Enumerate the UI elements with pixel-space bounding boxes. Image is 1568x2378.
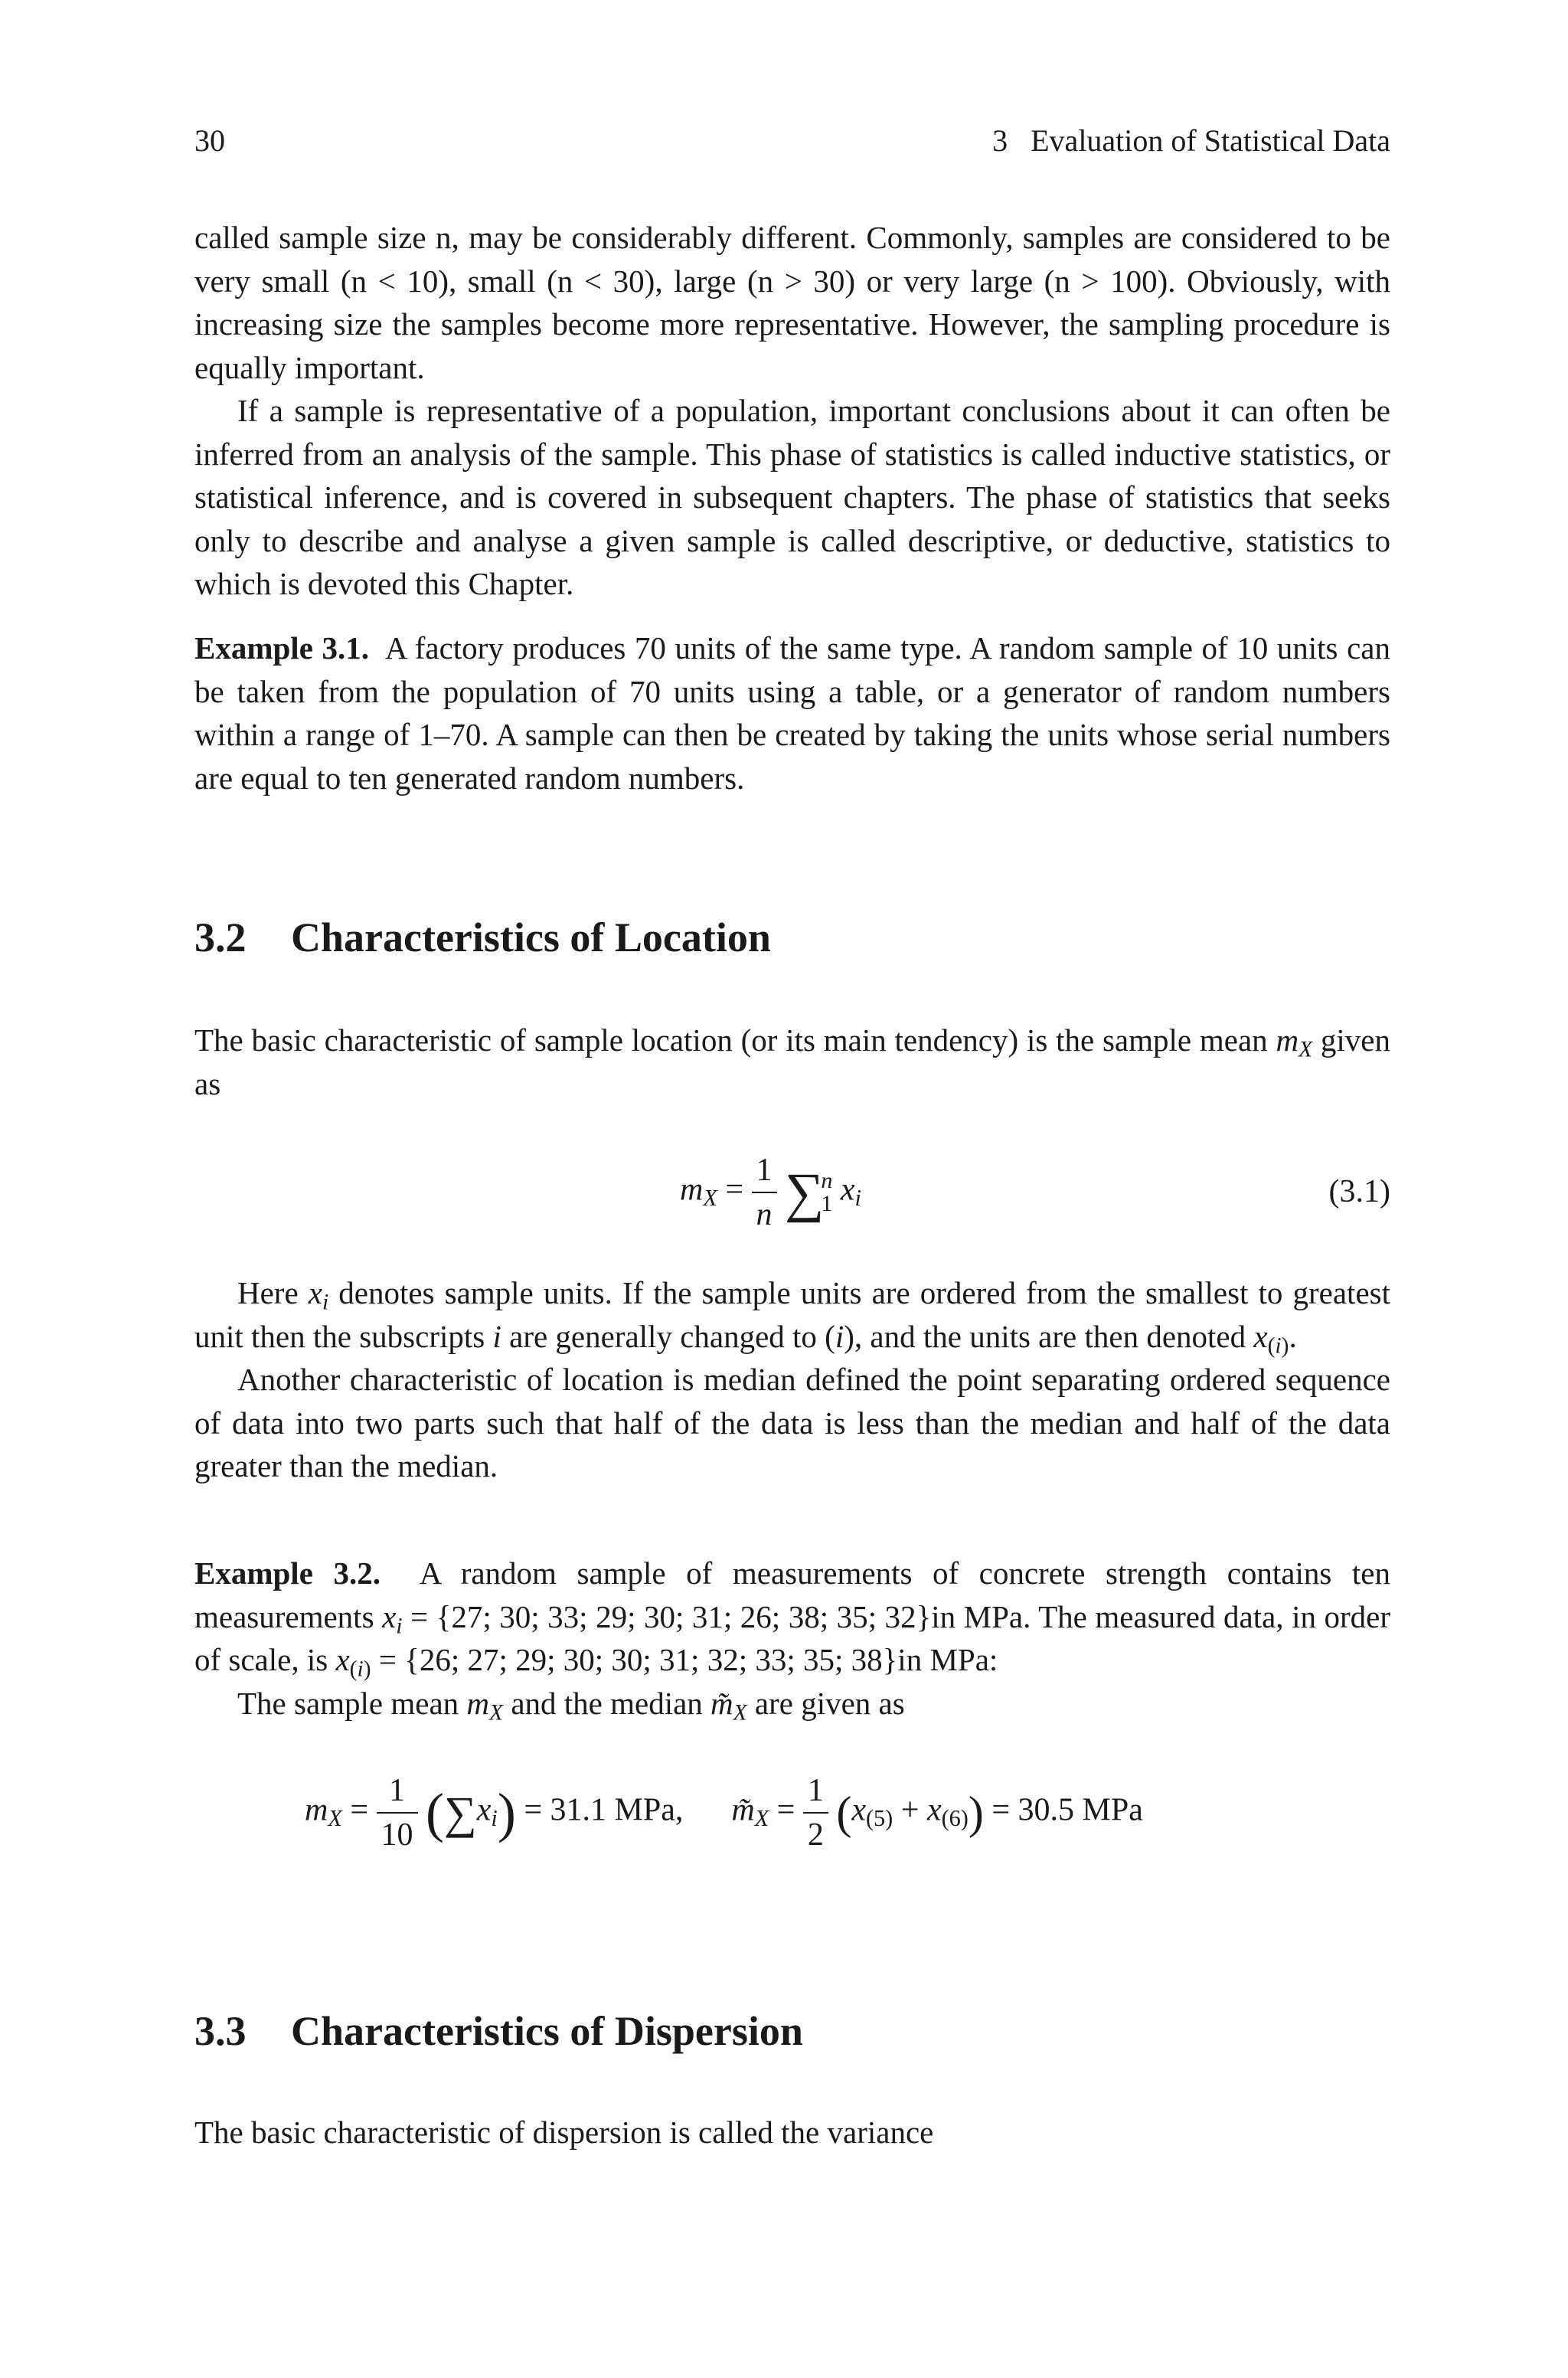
intro-text: [194, 216, 1390, 606]
section-3-2-paragraph-median: Another characteristic of location is median defined the point separating ordered sequence of data into two parts such that half of the data is less than the median and half of the data greater than the median.: [194, 1362, 1390, 1483]
intro-paragraph-1: called sample size n, may be considerably different. Commonly, samples are considered to be very small (n < 10), small (n < 30), large (n > 30) or very large (n > 100). Obviously, with increasing size the samples become more representative. However, the sampling procedure is equally important.: [194, 220, 1390, 385]
running-title: 3 Evaluation of Statistical Data: [992, 123, 1390, 158]
example-3-2-label: Example 3.2.: [194, 1555, 381, 1591]
example-3-2-equation: $m_X$ = $\frac{1}{10}$ $(\sum x_i) = 31.1$ MPa, $m̃_X$ = $\frac{1}{2}$ $(x_{(5)} + x_{(6)}) = 30.5$ MPa: [305, 1769, 1143, 1856]
example-3-2: Example 3.2. A random sample of measurements of concrete strength contains ten measurements $x_i = \{27$; 30; 33; 29; 30; 31; 26; 38; 35; 32}in MPa. The measured data, in order of scale, is $x_{(i)} = \{26$; 27; 29; 30; 30; 31; 32; 33; 35; 38}in MPa: The sample mean $m_X$ and the median $m̃_X$ are given as: [194, 1555, 1391, 1725]
section-3-2-intro: The basic characteristic of sample location (or its main tendency) is the sample mean $m_X$ given as: [194, 1022, 1390, 1101]
equation-3-1: $m_X$ = $\frac{1}{n}$ ∑ n 1 $x_i$: [680, 1149, 861, 1236]
sum-icon: ∑: [785, 1162, 825, 1223]
sum-icon: ∑: [443, 1788, 477, 1838]
section-3-3-number: 3.3: [194, 2008, 247, 2054]
section-3-3-title: Characteristics of Dispersion: [291, 2008, 803, 2054]
example-3-1: [194, 626, 1390, 800]
section-3-2-number: 3.2: [194, 914, 247, 960]
section-3-2-title: Characteristics of Location: [291, 914, 771, 960]
section-3-3-heading: [194, 2007, 803, 2056]
example-3-1-label: Example 3.1.: [194, 630, 369, 666]
example-3-1-text: A factory produces 70 units of the same type. A random sample of 10 units can be taken from the population of 70 units using a table, or a generator of random numbers within a range of 1–70. A sample can then be created by taking the units whose serial numbers are equal to ten generated random numbers.: [194, 630, 1390, 796]
page-number: 30: [194, 123, 225, 158]
section-3-2-body: Here $x_i$ denotes sample units. If the sample units are ordered from the smallest to greatest unit then the subscripts i are generally changed to (i), and the units are then denoted $x_{(i)}$. Another characteristic of location is median defined the point separating ordered sequence of data into two parts such that half of the data is less than the median and half of the data greater than the median.: [194, 1271, 1390, 1488]
equation-3-1-number: (3.1): [1328, 1174, 1390, 1209]
section-3-2-heading: [194, 913, 771, 962]
intro-paragraph-2: If a sample is representative of a population, important conclusions about it can often be inferred from an analysis of the sample. This phase of statistics is called inductive statistics, or statistical inference, and is covered in subsequent chapters. The phase of statistics that seeks only to describe and analyse a given sample is called descriptive, or deductive, statistics to which is devoted this Chapter.: [194, 393, 1390, 601]
section-3-3-intro: The basic characteristic of dispersion is called the variance: [194, 2115, 934, 2150]
fraction-one-over-n: $\frac{1}{n}$: [752, 1149, 777, 1236]
